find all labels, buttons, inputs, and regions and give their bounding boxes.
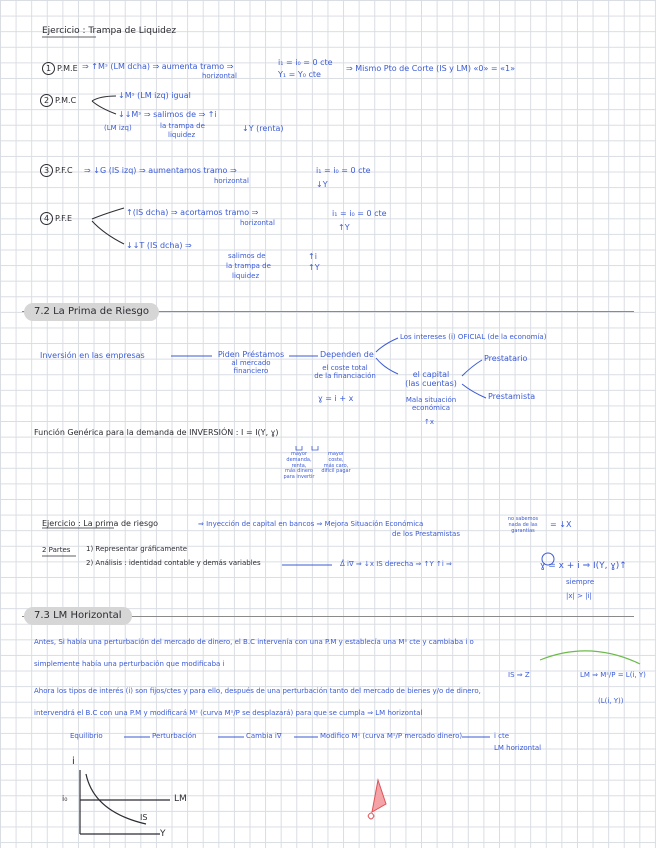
mala-situacion: Mala situación económica [405,396,457,413]
abs-x-i: |x| > |i| [566,592,592,600]
inversion: Inversión en las empresas [40,351,145,360]
exercise2-line: ⇒ Inyección de capital en bancos ⇒ Mejora Situación Económica [198,520,424,528]
graph-y-axis-label: i [72,756,75,767]
exercise2-right: ɣ = x + i ⇒ I(Y, ɣ)↑ [540,561,627,571]
s73-p2: simplemente había una perturbación que modificaba i [34,660,225,668]
graph-i0: i₀ [62,794,68,803]
s73-p4: intervendrá el B.C con una P.M y modificará Mˢ (curva Mˢ/P se desplazará) para que se cumpla ⇒ LM horizontal [34,709,423,717]
pfe-up: ↑(IS dcha) ⇒ acortamos tramo ⇒ [126,208,259,217]
exercise2-prestamistas: de los Prestamistas [392,530,460,538]
s73-p1: Antes, Si había una perturbación del mercado de dinero, el B.C intervenía con una P.M y establecía una Mˢ cte y cambiaba i o [34,638,474,646]
exercise1-title: Ejercicio : Trampa de Liquidez [42,26,177,36]
exercise2-chain: Δ̊ i∇ ⇒ ↓x IS derecha ⇒ ↑Y ↑i ⇒ [340,560,452,568]
s73-p3: Ahora los tipos de interés (i) son fijos/ctes y para ello, después de una perturbación tanto del mercado de bienes y/o de dinero, [34,687,481,695]
flow-perturbacion: Perturbación [152,732,197,740]
sub-left: mayor demanda, renta, más dinero para invertir [283,451,315,480]
pfc-horizontal: horizontal [214,177,249,185]
flow-cambia: Cambia i∇ [246,732,282,740]
exercise2-x: = ↓X [550,520,572,529]
pfe-liquidez: liquidez [232,272,260,280]
flow-icte: i cte [494,732,510,740]
formula: ɣ = i + x [318,394,354,403]
item-pmc: 2 P.M.C [40,94,76,107]
flow-modifico: Modifico Mˢ (curva Mˢ/P mercado dinero) [320,732,463,740]
note-is: IS ⇒ Z [508,671,530,679]
exercise2-title: Ejercicio : La prima de riesgo [42,519,159,528]
x-up: ↑x [424,418,435,426]
pmc-down: ↓↓Mˢ ⇒ salimos de ⇒ ↑i [118,110,217,119]
pfe-horizontal: horizontal [240,219,275,227]
pfe-down: ↓↓T (IS dcha) ⇒ [126,241,192,250]
pmc-trampa: la trampa de [160,122,205,130]
siempre: siempre [566,578,595,586]
pfe-i: i₁ = i₀ = 0 cte [332,209,387,218]
pfe-y: ↑Y [338,223,350,232]
pfe-salimos: salimos de [228,252,266,260]
graph-is: IS [140,813,148,822]
item-pme: 1 P.M.E [42,62,78,75]
capital: el capital (las cuentas) [405,370,457,389]
intereses: Los intereses (i) OFICIAL (de la economía) [400,333,547,341]
lm-graph [80,770,170,834]
flow-lmh: LM horizontal [494,744,542,752]
pme-y: Y₁ = Y₀ cte [278,70,321,79]
partes: 2 Partes [42,546,71,554]
prestatario: Prestatario [484,354,528,363]
note-l: (L(i, Y)) [598,697,624,705]
flow-equilibrio: Equilibrio [70,732,103,740]
funcion-generica: Función Genérica para la demanda de INVERSIÓN : I = I(Y, ɣ) [34,428,279,437]
prestamista: Prestamista [488,392,536,401]
pfe-ui: ↑i [308,252,317,261]
item-pfe: 4 P.F.E [40,212,72,225]
pfe-uy: ↑Y [308,263,320,272]
exercise2-paren: no sabemos nada de las garantías [507,516,539,534]
pme-i: i₁ = i₀ = 0 cte [278,58,333,67]
item-pfc: 3 P.F.C [40,164,73,177]
pmc-liquidez: liquidez [168,131,196,139]
pme-horizontal: horizontal [202,72,237,80]
parte-2: 2) Análisis : identidad contable y demás variables [86,559,261,567]
pfe-trampa: la trampa de [226,262,271,270]
graph-lm: LM [174,794,187,804]
parte-1: 1) Representar gráficamente [86,545,188,553]
section-73-pill: 7.3 LM Horizontal [24,607,132,625]
pme-corte: ⇒ Mismo Pto de Corte (IS y LM) «0» = «1» [346,64,516,73]
pfc-i: i₁ = i₀ = 0 cte [316,166,371,175]
piden: Piden Préstamos al mercado financiero [217,350,285,376]
pmc-up: ↓Mˢ (LM izq) igual [118,91,191,100]
sub-right: mayor coste, más caro, difícil pagar [321,451,351,475]
coste: el coste total de la financiación [314,364,376,381]
section-72-pill: 7.2 La Prima de Riesgo [24,303,159,321]
note-lm: LM ⇒ Mˢ/P = L(i, Y) [580,671,646,679]
graph-x-axis-label: Y [160,829,166,839]
pme-line: ⇒ ↑Mˢ (LM dcha) ⇒ aumenta tramo ⇒ [82,62,234,71]
pmc-renta: ↓Y (renta) [242,124,284,133]
pmc-lmizq: (LM izq) [104,124,132,132]
dependen: Dependen de [320,350,374,359]
pfc-y: ↓Y [316,180,328,189]
pfc-line: ⇒ ↓G (IS izq) ⇒ aumentamos tramo ⇒ [84,166,237,175]
